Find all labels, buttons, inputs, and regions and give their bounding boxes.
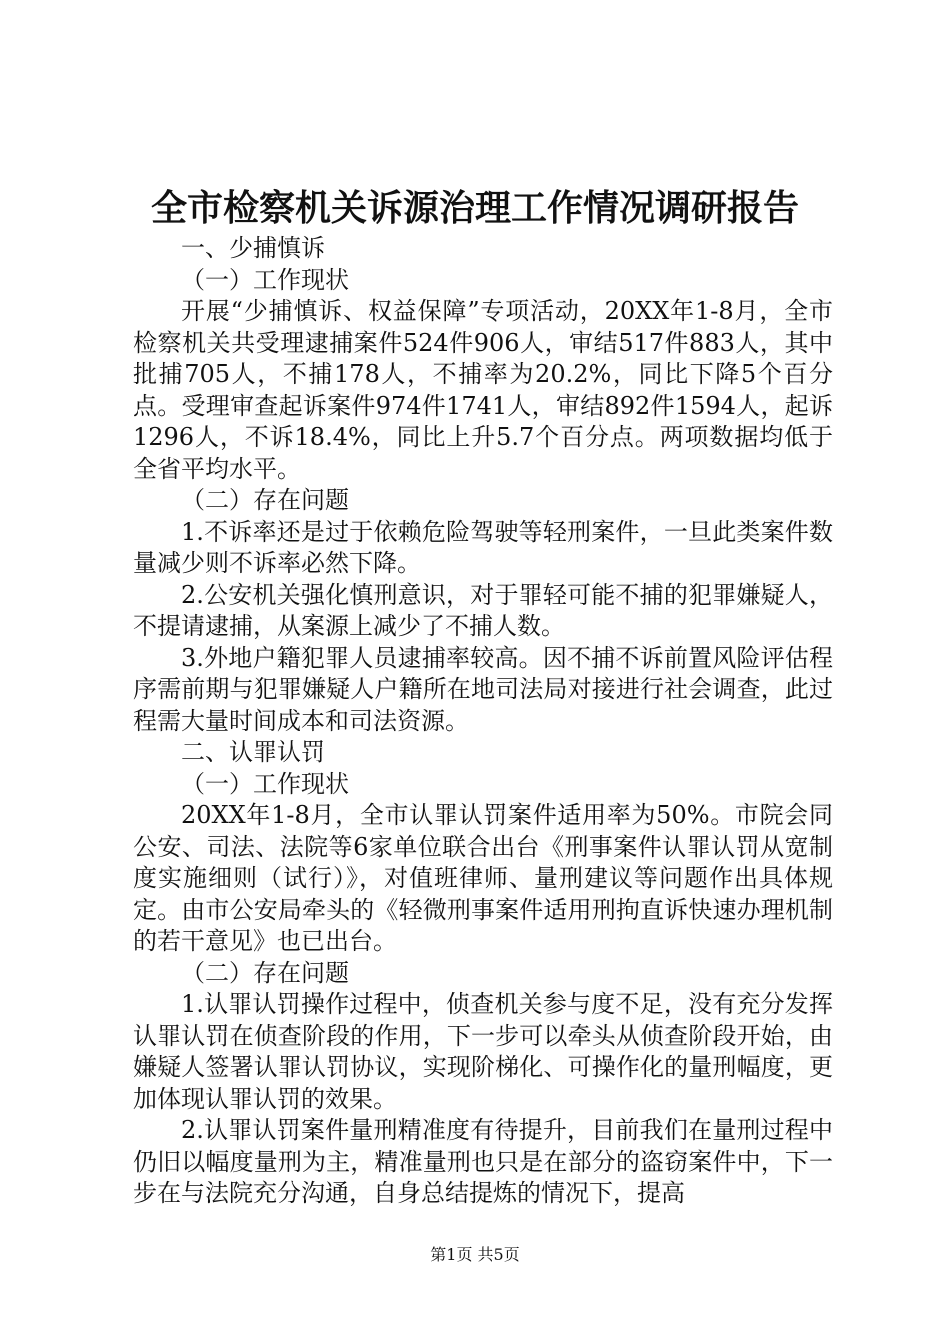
subsection-heading: （二）存在问题 bbox=[181, 958, 349, 987]
document-body bbox=[133, 233, 833, 1210]
section-heading: 一、少捕慎诉 bbox=[181, 234, 325, 262]
body-paragraph: 2.公安机关强化慎刑意识，对于罪轻可能不捕的犯罪嫌疑人，不提请逮捕，从案源上减少了不捕人数。 bbox=[133, 580, 833, 640]
page-footer: 第1页 共5页 bbox=[430, 1245, 520, 1264]
document-title: 全市检察机关诉源治理工作情况调研报告 bbox=[150, 187, 799, 229]
subsection-heading: （二）存在问题 bbox=[181, 486, 349, 514]
subsection-heading: （一）工作现状 bbox=[181, 265, 349, 294]
body-paragraph: 3.外地户籍犯罪人员逮捕率较高。因不捕不诉前置风险评估程序需前期与犯罪嫌疑人户籍所在地司法局对接进行社会调查，此过程需大量时间成本和司法资源。 bbox=[133, 643, 833, 735]
subsection-heading: （一）工作现状 bbox=[181, 769, 349, 798]
body-paragraph: 2.认罪认罚案件量刑精准度有待提升，目前我们在量刑过程中仍旧以幅度量刑为主，精准量刑也只是在部分的盗窃案件中，下一步在与法院充分沟通，自身总结提炼的情况下，提高 bbox=[133, 1116, 833, 1207]
body-paragraph: 1.认罪认罚操作过程中，侦查机关参与度不足，没有充分发挥认罪认罚在侦查阶段的作用，下一步可以牵头从侦查阶段开始，由嫌疑人签署认罪认罚协议，实现阶梯化、可操作化的量刑幅度，更加体现认罪认罚的效果。 bbox=[133, 990, 833, 1113]
body-paragraph: 20XX年1-8月，全市认罪认罚案件适用率为50%。市院会同公安、司法、法院等6家单位联合出台《刑事案件认罪认罚从宽制度实施细则（试行）》，对值班律师、量刑建议等问题作出具体规定。由市公安局牵头的《轻微刑事案件适用刑拘直诉快速办理机制的若干意见》也已出台。 bbox=[133, 801, 833, 955]
body-paragraph: 1.不诉率还是过于依赖危险驾驶等轻刑案件，一旦此类案件数量减少则不诉率必然下降。 bbox=[133, 517, 833, 577]
section-heading: 二、认罪认罚 bbox=[181, 738, 325, 766]
body-paragraph: 开展“少捕慎诉、权益保障”专项活动，20XX年1-8月，全市检察机关共受理逮捕案件524件906人，审结517件883人，其中批捕705人，不捕178人，不捕率为20.2%，同比下降5个百分点。受理审查起诉案件974件1741人，审结892件1594人，起诉1296人，不诉18.4%，同比上升5.7个百分点。两项数据均低于全省平均水平。 bbox=[133, 297, 833, 483]
